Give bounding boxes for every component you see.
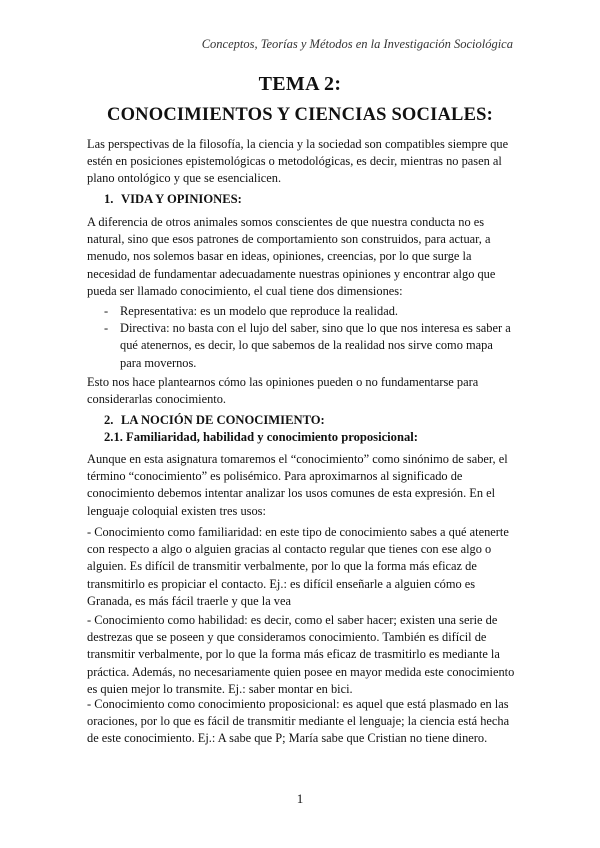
- page-title: TEMA 2:: [258, 73, 342, 95]
- page-subtitle: CONOCIMIENTOS Y CIENCIAS SOCIALES:: [107, 105, 493, 125]
- section-1-heading: [104, 192, 242, 207]
- section-1-paragraph: A diferencia de otros animales somos conscientes de que nuestra conducta no es natural, sino que esos patrones de comportamiento son construidos, para actuar, a menudo, nos solemos basar en ideas, opiniones, creencias, por lo que surge la necesidad de fundamentar adecuadamente nuestras opiniones y encontrar algo que pueda ser llamado conocimiento, el cual tiene dos dimensiones:: [87, 215, 496, 298]
- bullet-marker: -: [104, 304, 109, 318]
- section-2-paragraph: Aunque en esta asignatura tomaremos el “conocimiento” como sinónimo de saber, el término “conocimiento” es polisémico. Para aproximarnos al significado de conocimiento debemos intentar analizar los usos comunes de esta expresión. En el lenguaje coloquial existen tres usos:: [87, 452, 508, 518]
- use-familiarity-paragraph: - Conocimiento como familiaridad: en este tipo de conocimiento sabes a qué atenerte con respecto a algo o alguien gracias al contacto regular que tienes con ese algo o alguien. Es difícil de transmitir verbalmente, por lo que la forma más eficaz de transmitirlo es propiciar el contacto. Ej.: es difícil enseñarle a alguien cómo es Granada, es más fácil traerle y que la vea: [87, 525, 509, 608]
- running-header: Conceptos, Teorías y Métodos en la Investigación Sociológica: [201, 37, 513, 51]
- section-2-heading: [104, 413, 325, 428]
- bullet-marker: -: [104, 321, 109, 336]
- section-1-title: VIDA Y OPINIONES:: [121, 192, 242, 206]
- dimensions-list: [87, 303, 515, 372]
- use-skill-paragraph: - Conocimiento como habilidad: es decir, como el saber hacer; existen una serie de destrezas que se poseen y que consideramos conocimiento. También es difícil de transmitir verbalmente, por lo que la forma más eficaz de trasmitirlo es mediante la práctica. Además, no necesariamente quien posee en mayor medida este conocimiento es quien mejor lo transmite. Ej.: saber montar en bici.: [87, 613, 515, 696]
- intro-paragraph: Las perspectivas de la filosofía, la ciencia y la sociedad son compatibles siempre que estén en posiciones epistemológicas o metodológicas, es decir, mientras no pasen al plano ontológico y que se esencialicen.: [87, 137, 509, 186]
- use-propositional-paragraph: - Conocimiento como conocimiento proposicional: es aquel que está plasmado en las oraciones, por lo que es fácil de transmitir mediante el lenguaje; la ciencia está hecha de este conocimiento. Ej.: A sabe que P; María sabe que Cristian no tiene dinero.: [87, 697, 510, 746]
- list-item: [87, 320, 515, 372]
- section-1-number: 1.: [104, 192, 114, 206]
- subsection-2-1-heading: 2.1. Familiaridad, habilidad y conocimiento proposicional:: [104, 430, 418, 444]
- section-2-title: LA NOCIÓN DE CONOCIMIENTO:: [121, 413, 325, 427]
- section-2-number: 2.: [104, 413, 114, 427]
- list-item: [87, 303, 515, 320]
- section-1-closing: Esto nos hace plantearnos cómo las opiniones pueden o no fundamentarse para considerarlas conocimiento.: [87, 375, 479, 407]
- page-number: 1: [296, 791, 304, 806]
- bullet-text: Directiva: no basta con el lujo del saber, sino que lo que nos interesa es saber a qué atenernos, es decir, lo que sabemos de la realidad nos sirve como mapa para movernos.: [120, 321, 511, 370]
- bullet-text: Representativa: es un modelo que reproduce la realidad.: [120, 304, 398, 318]
